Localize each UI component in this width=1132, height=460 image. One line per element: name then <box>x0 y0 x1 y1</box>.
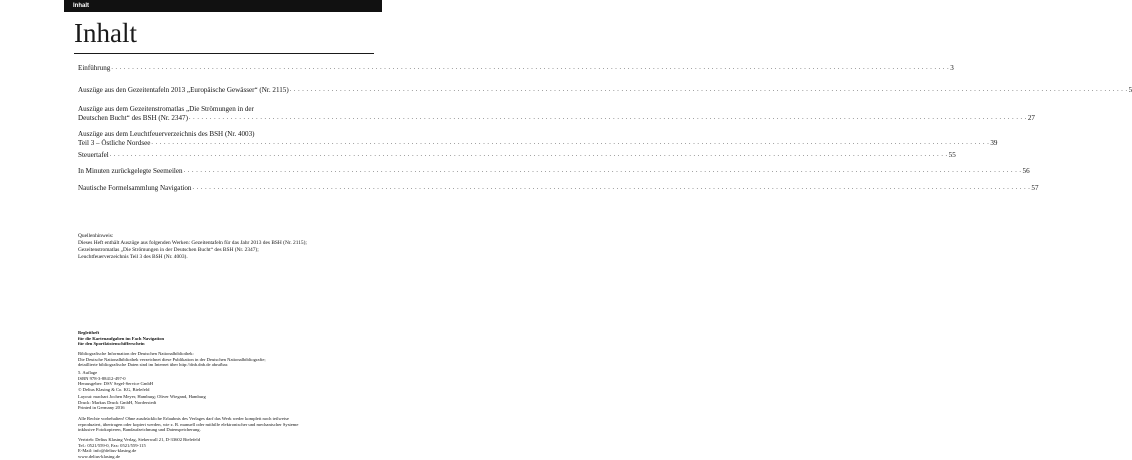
imprint-production <box>78 394 378 411</box>
toc-entry-title: Auszüge aus dem Gezeitenstromatlas „Die Strömungen in der <box>78 105 254 113</box>
imprint-edition-line: Herausgeber: DSV Segel-Service GmbH <box>78 381 154 387</box>
imprint-contact-line: Tel.: 0521/559-0, Fax: 0521/559-115 <box>78 442 146 448</box>
imprint-heading-line: für die Kartenaufgaben im Fach Navigation <box>78 335 165 341</box>
sources-line: Dieses Heft enthält Auszüge aus folgenden Werken: Gezeitentafeln für das Jahr 2013 des BSH (Nr. 2115); <box>78 239 307 246</box>
toc-entry-title: Nautische Formelsammlung Navigation <box>78 184 192 192</box>
toc-entry-page: 55 <box>948 151 956 159</box>
toc-entry-page: 5 <box>1128 86 1132 94</box>
toc-entry[interactable] <box>78 105 1035 122</box>
toc-entry-title: Auszüge aus dem Leuchtfeuerverzeichnis des BSH (Nr. 4003) <box>78 130 255 138</box>
toc-entry[interactable] <box>78 64 954 73</box>
toc-dot-leader: . . . . . . . . . . . . . . . . . . . . . . . . . . . . . . . . . . . . . . . . . . . . . . . . . . . . . . . . . . . . . . . . . . . . . . . . . . . . . . . . . . . . . . . . . . . . . . . . . . . . . . . . . . . . . . . . . . . . . . . . . . . . . . . . . . . . . . . . . . . . . . . . . . . . . . . . . . . . . . . . . . . . . . . . . . . . . . . . . . . . . . . . . . . . . . . . . . . . . . . . <box>109 152 948 158</box>
imprint-rights-line: Alle Rechte vorbehalten! Ohne ausdrückliche Erlaubnis des Verlages darf das Werk weder komplett noch teilweise <box>78 416 289 421</box>
section-header-bar <box>64 0 382 12</box>
toc-dot-leader: . . . . . . . . . . . . . . . . . . . . . . . . . . . . . . . . . . . . . . . . . . . . . . . . . . . . . . . . . . . . . . . . . . . . . . . . . . . . . . . . . . . . . . . . . . . . . . . . . . . . . . . . . . . . . . . . . . . . . . . . . . . . . . . . . . . . . . . . . . . . . . . . . . . . . . . . . . . . . . . . . . . . . . . . . . . . . . . . . . . . . . . . . . . . . . . . . . . . . . . . <box>289 87 1128 93</box>
imprint-edition-line: © Delius Klasing & Co. KG, Bielefeld <box>78 387 150 393</box>
imprint-biblio-line: detaillierte bibliografische Daten sind im Internet über http://dnb.dnb.de abrufbar. <box>78 362 229 368</box>
toc-entry-page: 39 <box>990 138 998 147</box>
imprint-contact-line: Vertrieb: Delius Klasing Verlag, Siekerwall 21, D-33602 Bielefeld <box>78 437 201 442</box>
toc-entry-title: Auszüge aus den Gezeitentafeln 2013 „Europäische Gewässer“ (Nr. 2115) <box>78 86 289 94</box>
imprint-contact <box>78 437 378 460</box>
imprint-rights-line: reproduziert, übertragen oder kopiert werden, wie z. B. manuell oder mithilfe elektronischer und mechanischer Systeme <box>78 421 299 427</box>
imprint-heading-line: für den Sportküstenschifferschein <box>78 341 145 347</box>
toc-dot-leader: . . . . . . . . . . . . . . . . . . . . . . . . . . . . . . . . . . . . . . . . . . . . . . . . . . . . . . . . . . . . . . . . . . . . . . . . . . . . . . . . . . . . . . . . . . . . . . . . . . . . . . . . . . . . . . . . . . . . . . . . . . . . . . . . . . . . . . . . . . . . . . . . . . . . . . . . . . . . . . . . . . . . . . . . . . . . . . . . . . . . . . . . . . . . . . . . . . . . . . . . <box>192 185 1031 191</box>
imprint-production-line: Layout: machart Jochen Meyer, Hamburg; Oliver Wiegand, Hamburg <box>78 394 206 399</box>
imprint-contact-line: www.delius-klasing.de <box>78 454 121 460</box>
sources-line: Quellenhinweis: <box>78 233 114 239</box>
imprint-heading-line: Begleitheft <box>78 330 100 335</box>
toc-entry[interactable] <box>78 151 956 160</box>
imprint-rights <box>78 416 378 433</box>
title-divider <box>74 53 374 54</box>
toc-entry[interactable] <box>78 184 1039 193</box>
toc-dot-leader: . . . . . . . . . . . . . . . . . . . . . . . . . . . . . . . . . . . . . . . . . . . . . . . . . . . . . . . . . . . . . . . . . . . . . . . . . . . . . . . . . . . . . . . . . . . . . . . . . . . . . . . . . . . . . . . . . . . . . . . . . . . . . . . . . . . . . . . . . . . . . . . . . . . . . . . . . . . . . . . . . . . . . . . . . . . . . . . . . . . . . . . . . . . . . . . . . . . . . . . . <box>188 114 1027 121</box>
imprint-edition-line: 5. Auflage <box>78 370 98 375</box>
toc-entry[interactable] <box>78 167 1030 176</box>
imprint-biblio-line: Die Deutsche Nationalbibliothek verzeichnet diese Publikation in der Deutschen Nationalbibliografie; <box>78 356 266 362</box>
imprint-heading <box>78 330 378 347</box>
imprint-production-line: Druck: Markus Druck GmbH, Norderstedt <box>78 399 157 405</box>
imprint-bibliographic-info <box>78 351 378 368</box>
toc-entry-title: In Minuten zurückgelegte Seemeilen <box>78 167 183 175</box>
toc-entry-page: 57 <box>1031 184 1039 192</box>
imprint-rights-line: inklusive Fotokopieren, Bandaufzeichnung und Datenspeicherung. <box>78 427 201 433</box>
toc-dot-leader: . . . . . . . . . . . . . . . . . . . . . . . . . . . . . . . . . . . . . . . . . . . . . . . . . . . . . . . . . . . . . . . . . . . . . . . . . . . . . . . . . . . . . . . . . . . . . . . . . . . . . . . . . . . . . . . . . . . . . . . . . . . . . . . . . . . . . . . . . . . . . . . . . . . . . . . . . . . . . . . . . . . . . . . . . . . . . . . . . . . . . . . . . . . . . . . . . . . . . . . . <box>151 139 990 146</box>
imprint-contact-line: E-Mail: info@delius-klasing.de <box>78 448 137 454</box>
imprint-biblio-line: Bibliografische Information der Deutschen Nationalbibliothek: <box>78 351 194 356</box>
toc-dot-leader: . . . . . . . . . . . . . . . . . . . . . . . . . . . . . . . . . . . . . . . . . . . . . . . . . . . . . . . . . . . . . . . . . . . . . . . . . . . . . . . . . . . . . . . . . . . . . . . . . . . . . . . . . . . . . . . . . . . . . . . . . . . . . . . . . . . . . . . . . . . . . . . . . . . . . . . . . . . . . . . . . . . . . . . . . . . . . . . . . . . . . . . . . . . . . . . . . . . . . . . . <box>183 168 1022 174</box>
toc-entry-title: Einführung <box>78 64 111 72</box>
toc-entry-page: 56 <box>1022 167 1030 175</box>
toc-entry[interactable] <box>78 86 1132 95</box>
sources-line: Gezeitenstromatlas „Die Strömungen in der Deutschen Bucht“ des BSH (Nr. 2347); <box>78 246 259 253</box>
toc-entry-page: 27 <box>1027 113 1035 122</box>
toc-entry-page: 3 <box>950 64 954 72</box>
toc-dot-leader: . . . . . . . . . . . . . . . . . . . . . . . . . . . . . . . . . . . . . . . . . . . . . . . . . . . . . . . . . . . . . . . . . . . . . . . . . . . . . . . . . . . . . . . . . . . . . . . . . . . . . . . . . . . . . . . . . . . . . . . . . . . . . . . . . . . . . . . . . . . . . . . . . . . . . . . . . . . . . . . . . . . . . . . . . . . . . . . . . . . . . . . . . . . . . . . . . . . . . . . . <box>111 65 950 71</box>
toc-entry-title: Steuertafel <box>78 151 109 159</box>
toc-entry-title: Teil 3 – Östliche Nordsee <box>78 138 151 147</box>
sources-note <box>78 233 378 261</box>
page-title: Inhalt <box>74 18 137 48</box>
sources-line: Leuchtfeuerverzeichnis Teil 3 des BSH (Nr. 4003). <box>78 253 188 260</box>
imprint-edition <box>78 370 378 393</box>
imprint-production-line: Printed in Germany 2016 <box>78 405 125 411</box>
toc-entry[interactable] <box>78 130 998 147</box>
imprint-edition-line: ISBN 978-3-88412-497-0 <box>78 375 126 381</box>
toc-entry-title: Deutschen Bucht“ des BSH (Nr. 2347) <box>78 113 188 122</box>
section-header-label: Inhalt <box>73 3 89 9</box>
